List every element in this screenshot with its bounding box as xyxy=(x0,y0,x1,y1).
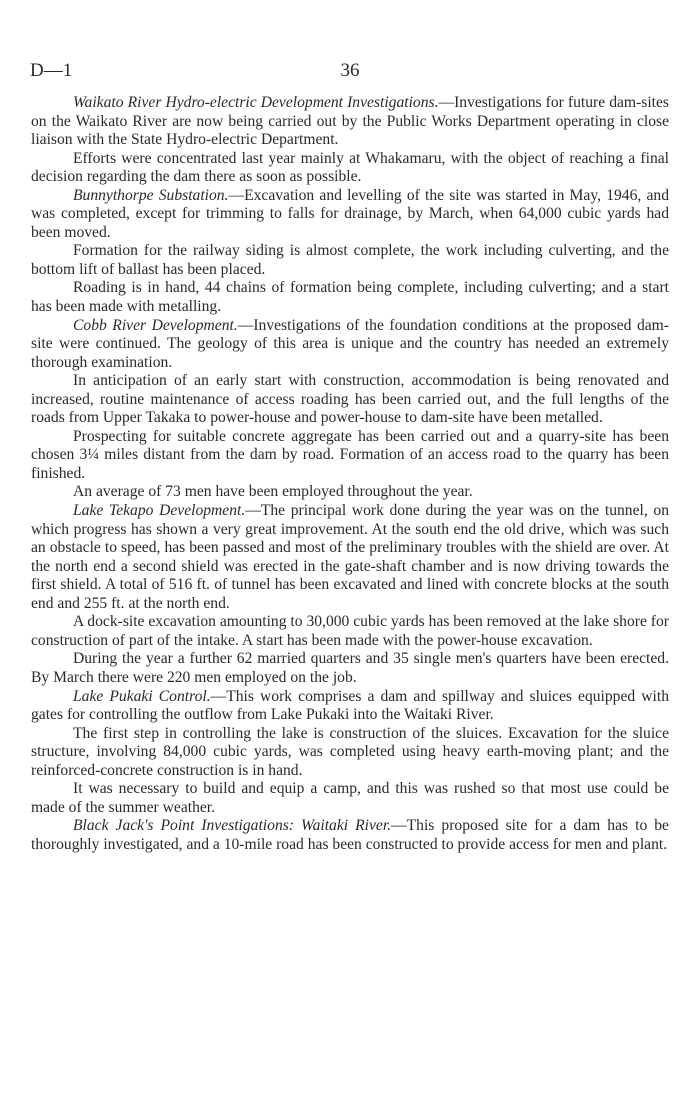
paragraph-accommodation xyxy=(31,372,669,428)
section-heading-tekapo: Lake Tekapo Development. xyxy=(73,502,246,520)
paragraph-text: In anticipation of an early start with construction, accommodation is being renovated and increased, routine maintenance of access roading has been carried out, and the full lengths of the roads from Upper Takaka to power-house and power-house to dam-site have been metalled. xyxy=(31,372,669,427)
section-heading-black-jacks: Black Jack's Point Investigations: Waitaki River. xyxy=(73,817,392,835)
paragraph-camp xyxy=(31,780,669,817)
page-header xyxy=(30,60,670,84)
document-reference: D—1 xyxy=(30,60,73,81)
body-text xyxy=(31,94,669,854)
paragraph-bunnythorpe-intro xyxy=(31,187,669,243)
paragraph-text: Formation for the railway siding is almost complete, the work including culverting, and the bottom lift of ballast has been placed. xyxy=(31,242,669,278)
paragraph-text: —Investigations for future dam-sites on the Waikato River are now being carried out by the Public Works Department operating in close liaison with the State Hydro-electric Department. xyxy=(31,94,669,149)
paragraph-whakamaru xyxy=(31,150,669,187)
paragraph-text: —Excavation and levelling of the site was started in May, 1946, and was completed, except for trimming to falls for drainage, by March, when 64,000 cubic yards had been moved. xyxy=(31,186,669,241)
paragraph-text: Prospecting for suitable concrete aggregate has been carried out and a quarry-site has been chosen 3¼ miles distant from the dam by road. Formation of an access road to the quarry has been finished. xyxy=(31,427,669,482)
paragraph-roading xyxy=(31,279,669,316)
paragraph-cobb-intro xyxy=(31,317,669,373)
paragraph-text: —The principal work done during the year was on the tunnel, on which progress has shown a very great improvement. At the south end the old drive, which was such an obstacle to speed, has been passed and most of the preliminary troubles with the shield are over. At the north end a second shield was erected in the gate-shaft chamber and is now driving towards the first shield. A total of 516 ft. of tunnel has been excavated and lined with concrete blocks at the south end and 255 ft. at the north end. xyxy=(31,502,669,612)
paragraph-text: During the year a further 62 married quarters and 35 single men's quarters have been erected. By March there were 220 men employed on the job. xyxy=(31,650,669,686)
paragraph-waikato-intro xyxy=(31,94,669,150)
section-heading-pukaki: Lake Pukaki Control. xyxy=(73,687,211,705)
paragraph-railway-siding xyxy=(31,242,669,279)
paragraph-black-jacks-intro xyxy=(31,817,669,854)
paragraph-pukaki-intro xyxy=(31,688,669,725)
paragraph-text: The first step in controlling the lake is construction of the sluices. Excavation for the sluice structure, involving 84,000 cubic yards, was completed using heavy earth-moving plant; and the reinforced-concrete construction is in hand. xyxy=(31,724,669,779)
paragraph-text: A dock-site excavation amounting to 30,000 cubic yards has been removed at the lake shore for construction of part of the intake. A start has been made with the power-house excavation. xyxy=(31,613,669,649)
paragraph-text: It was necessary to build and equip a camp, and this was rushed so that most use could be made of the summer weather. xyxy=(31,780,669,816)
paragraph-text: An average of 73 men have been employed throughout the year. xyxy=(73,483,473,501)
paragraph-tekapo-intro xyxy=(31,502,669,613)
paragraph-text: —This work comprises a dam and spillway and sluices equipped with gates for controlling the outflow from Lake Pukaki into the Waitaki River. xyxy=(31,687,670,724)
paragraph-dock-site xyxy=(31,613,669,650)
section-heading-waikato: Waikato River Hydro-electric Development Investigations. xyxy=(73,94,439,111)
paragraph-quarters xyxy=(31,650,669,687)
paragraph-employment-cobb xyxy=(31,483,669,502)
section-heading-bunnythorpe: Bunnythorpe Substation. xyxy=(73,186,229,204)
section-heading-cobb: Cobb River Development. xyxy=(73,316,238,334)
paragraph-text: Roading is in hand, 44 chains of formation being complete, including culverting; and a start has been made with metalling. xyxy=(31,279,669,316)
paragraph-text: —Investigations of the foundation conditions at the proposed dam-site were continued. The geology of this area is unique and the country has needed an extremely thorough examination. xyxy=(31,316,669,371)
paragraph-aggregate xyxy=(31,428,669,484)
paragraph-sluices xyxy=(31,725,669,781)
paragraph-text: Efforts were concentrated last year mainly at Whakamaru, with the object of reaching a final decision regarding the dam there as soon as possible. xyxy=(31,149,669,186)
page-number: 36 xyxy=(340,60,360,81)
paragraph-text: —This proposed site for a dam has to be thoroughly investigated, and a 10-mile road has been constructed to provide access for men and plant. xyxy=(31,817,669,853)
